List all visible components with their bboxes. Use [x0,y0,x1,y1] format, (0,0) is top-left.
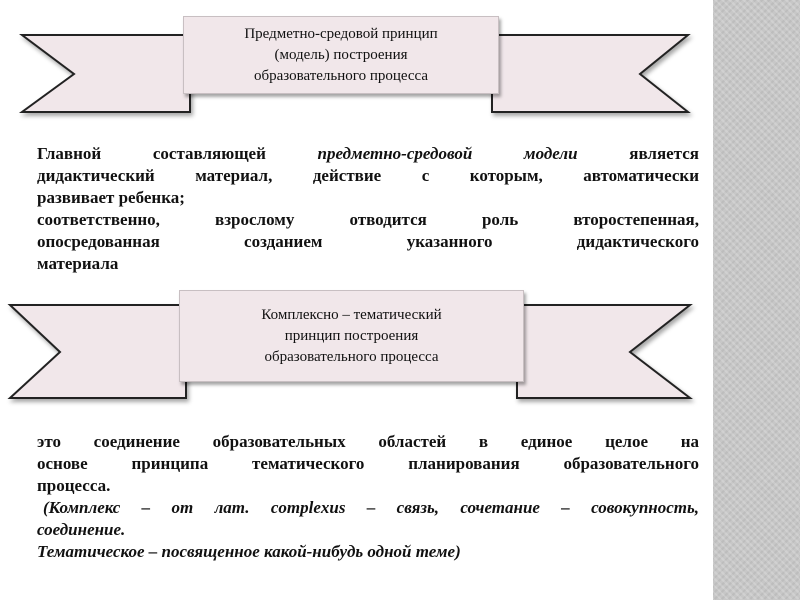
banner-2-line-1: Комплексно – тематический [261,306,442,323]
paragraph-1-line-5: опосредованная созданием указанного дидактического [37,232,699,251]
ribbon-1-left-tail [22,35,190,112]
ribbon-2-left-tail [10,305,186,398]
side-pattern-strip [713,0,800,600]
paragraph-1-line-6: материала [37,254,119,273]
ribbon-1-right-tail [492,35,688,112]
banner-1-title [183,16,499,94]
paragraph-2-line-4: (Комплекс – от лат. complexus – связь, сочетание – совокупность, [43,498,699,517]
paragraph-subject-environment [37,143,699,275]
paragraph-1-line-1: Главной составляющей предметно-средовой модели является [37,144,699,163]
paragraph-2-line-5: соединение. [37,520,126,539]
banner-2-line-3: образовательного процесса [264,348,439,365]
banner-1-line-3: образовательного процесса [253,67,429,84]
banner-2-line-2: принцип построения [284,327,419,344]
paragraph-1-line-3: развивает ребенка; [37,188,185,207]
paragraph-2-line-3: процесса. [37,476,111,495]
banner-1-line-2: (модель) построения [274,46,408,63]
banner-2-title [179,290,524,382]
paragraph-2-line-6: Тематическое – посвященное какой-нибудь одной теме) [37,542,461,561]
paragraph-1-line-4: соответственно, взрослому отводится роль второстепенная, [37,210,699,229]
paragraph-complex-thematic [37,431,699,563]
ribbon-2-right-tail [517,305,690,398]
banner-1-line-1: Предметно-средовой принцип [244,25,438,42]
paragraph-2-line-1: это соединение образовательных областей в единое целое на [37,432,699,451]
paragraph-1-line-2: дидактический материал, действие с которым, автоматически [37,166,699,185]
paragraph-2-line-2: основе принципа тематического планирования образовательного [37,454,699,473]
